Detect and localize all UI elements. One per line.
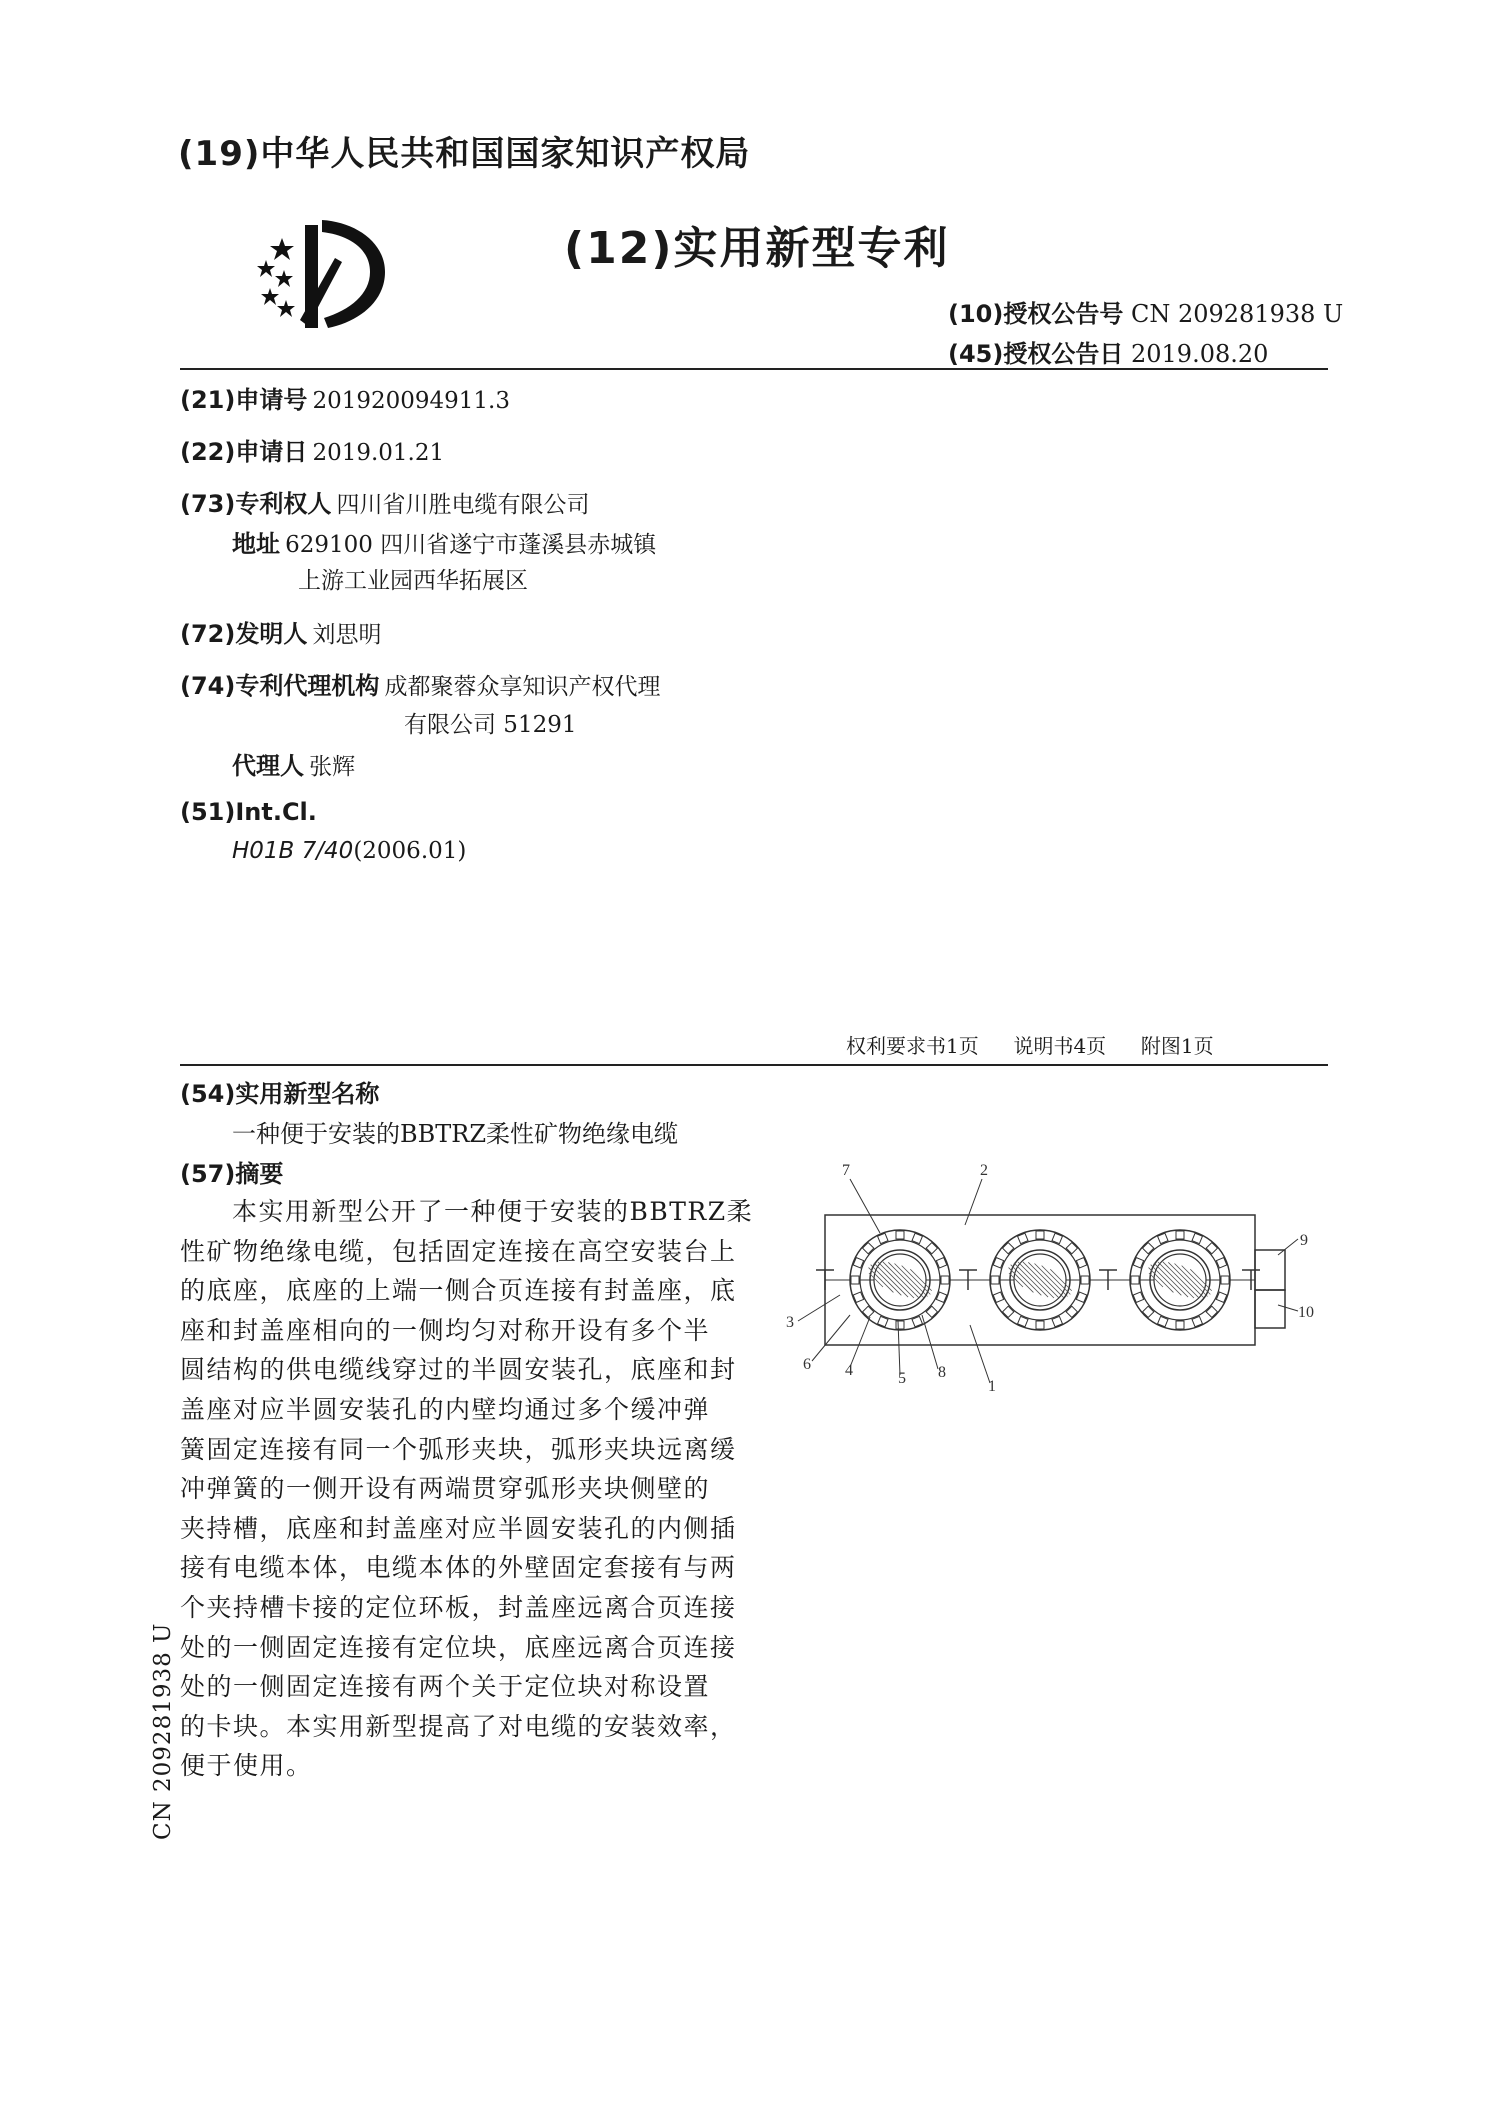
abstract-line: 盖座对应半圆安装孔的内壁均通过多个缓冲弹 — [180, 1394, 711, 1424]
abstract-line: 便于使用。 — [180, 1751, 313, 1781]
figure-label: 2 — [980, 1162, 988, 1179]
claims-pages: 权利要求书1页 — [846, 1034, 979, 1058]
page-counts — [846, 1030, 1214, 1059]
abstract-label: (57)摘要 — [180, 1160, 284, 1188]
agent: 张辉 — [309, 754, 356, 780]
abstract-body — [180, 1192, 754, 1786]
description-pages: 说明书4页 — [1013, 1034, 1107, 1058]
figure-label: 7 — [842, 1162, 850, 1179]
abstract-line: 个夹持槽卡接的定位环板，封盖座远离合页连接 — [180, 1592, 737, 1622]
buffer-spring — [1176, 1321, 1184, 1329]
logo-star-1 — [270, 238, 294, 260]
inventor-label: (72)发明人 — [180, 620, 308, 648]
buffer-spring — [1176, 1231, 1184, 1239]
agent-row — [232, 746, 355, 781]
abstract-line: 的底座，底座的上端一侧合页连接有封盖座，底 — [180, 1276, 737, 1306]
header-rule — [180, 368, 1328, 370]
address-row — [232, 524, 656, 559]
figure-label: 1 — [988, 1378, 996, 1395]
clamping-block — [1255, 1290, 1285, 1328]
document-type: (12)实用新型专利 — [564, 223, 950, 274]
publication-number-row — [948, 294, 1343, 329]
intcl-row — [180, 798, 317, 826]
address-line-1: 629100 四川省遂宁市蓬溪县赤城镇 — [285, 532, 657, 558]
figure-label: 5 — [898, 1370, 906, 1387]
patentee-row — [180, 484, 589, 519]
abstract-line: 处的一侧固定连接有两个关于定位块对称设置 — [180, 1672, 711, 1702]
figure-label: 10 — [1298, 1304, 1314, 1321]
abstract-line: 性矿物绝缘电缆，包括固定连接在高空安装台上 — [180, 1236, 737, 1266]
drawing-pages: 附图1页 — [1140, 1034, 1214, 1058]
figure-label: 4 — [845, 1362, 853, 1379]
issuing-office: (19)中华人民共和国国家知识产权局 — [178, 134, 751, 174]
abstract-line: 簧固定连接有同一个弧形夹块，弧形夹块远离缓 — [180, 1434, 737, 1464]
application-date-label: (22)申请日 — [180, 438, 308, 466]
intcl-code-row — [232, 838, 466, 864]
abstract-line: 圆结构的供电缆线穿过的半圆安装孔，底座和封 — [180, 1355, 737, 1385]
abstract-line: 冲弹簧的一侧开设有两端贯穿弧形夹块侧壁的 — [180, 1474, 711, 1504]
agent-label: 代理人 — [232, 752, 304, 780]
logo-star-3 — [275, 270, 293, 287]
intcl-code: H01B 7/40 — [232, 838, 354, 864]
buffer-spring — [991, 1276, 999, 1284]
abstract-drawing — [770, 1155, 1330, 1425]
application-number-label: (21)申请号 — [180, 386, 308, 414]
abstract-line: 接有电缆本体，电缆本体的外壁固定套接有与两 — [180, 1553, 737, 1583]
cable-body — [874, 1254, 926, 1306]
abstract-line: 座和封盖座相向的一侧均匀对称开设有多个半 — [180, 1315, 711, 1345]
section-rule — [180, 1064, 1328, 1066]
buffer-spring — [1036, 1231, 1044, 1239]
logo-star-2 — [257, 260, 275, 277]
buffer-spring — [896, 1321, 904, 1329]
intcl-year: (2006.01) — [353, 838, 467, 864]
publication-date-label: (45)授权公告日 — [948, 340, 1124, 368]
application-date: 2019.01.21 — [312, 440, 445, 466]
logo-star-5 — [277, 300, 295, 317]
address-label: 地址 — [232, 530, 280, 558]
publication-number-label: (10)授权公告号 — [948, 300, 1124, 328]
cable-assemblies — [816, 1230, 1260, 1330]
abstract-line: 处的一侧固定连接有定位块，底座远离合页连接 — [180, 1632, 737, 1662]
patentee: 四川省川胜电缆有限公司 — [336, 492, 590, 518]
application-date-row — [180, 432, 444, 467]
buffer-spring — [1221, 1276, 1229, 1284]
side-publication-code: CN 209281938 U — [150, 1622, 176, 1840]
publication-number: CN 209281938 U — [1130, 300, 1344, 328]
abstract-line: 夹持槽，底座和封盖座对应半圆安装孔的内侧插 — [180, 1513, 737, 1543]
cnipa-logo — [250, 210, 395, 335]
buffer-spring — [1081, 1276, 1089, 1284]
agency-row — [180, 666, 660, 701]
inventor: 刘思明 — [312, 622, 382, 648]
buffer-spring — [851, 1276, 859, 1284]
title-label: (54)实用新型名称 — [180, 1080, 380, 1108]
address-line-2: 上游工业园西华拓展区 — [298, 568, 528, 594]
figure-label: 6 — [803, 1356, 811, 1373]
inventor-row — [180, 614, 381, 649]
agency-line-2: 有限公司 51291 — [404, 712, 577, 738]
utility-model-title: 一种便于安装的BBTRZ柔性矿物绝缘电缆 — [232, 1120, 679, 1148]
application-number-row — [180, 380, 510, 415]
application-number: 201920094911.3 — [312, 388, 510, 414]
logo-star-4 — [261, 288, 279, 305]
publication-date-row — [948, 334, 1268, 369]
cable-body — [1014, 1254, 1066, 1306]
publication-date: 2019.08.20 — [1130, 340, 1269, 368]
abstract-line: 的卡块。本实用新型提高了对电缆的安装效率， — [180, 1711, 737, 1741]
agency-line-1: 成都聚蓉众享知识产权代理 — [384, 674, 661, 700]
buffer-spring — [941, 1276, 949, 1284]
buffer-spring — [1036, 1321, 1044, 1329]
intcl-label: (51)Int.Cl. — [180, 798, 317, 826]
figure-label: 8 — [938, 1364, 946, 1381]
figure-label: 9 — [1300, 1232, 1308, 1249]
buffer-spring — [1131, 1276, 1139, 1284]
patentee-label: (73)专利权人 — [180, 490, 332, 518]
abstract-line: 本实用新型公开了一种便于安装的BBTRZ柔 — [232, 1197, 754, 1226]
cable-body — [1154, 1254, 1206, 1306]
figure-label: 3 — [786, 1314, 794, 1331]
agency-label: (74)专利代理机构 — [180, 672, 380, 700]
buffer-spring — [896, 1231, 904, 1239]
